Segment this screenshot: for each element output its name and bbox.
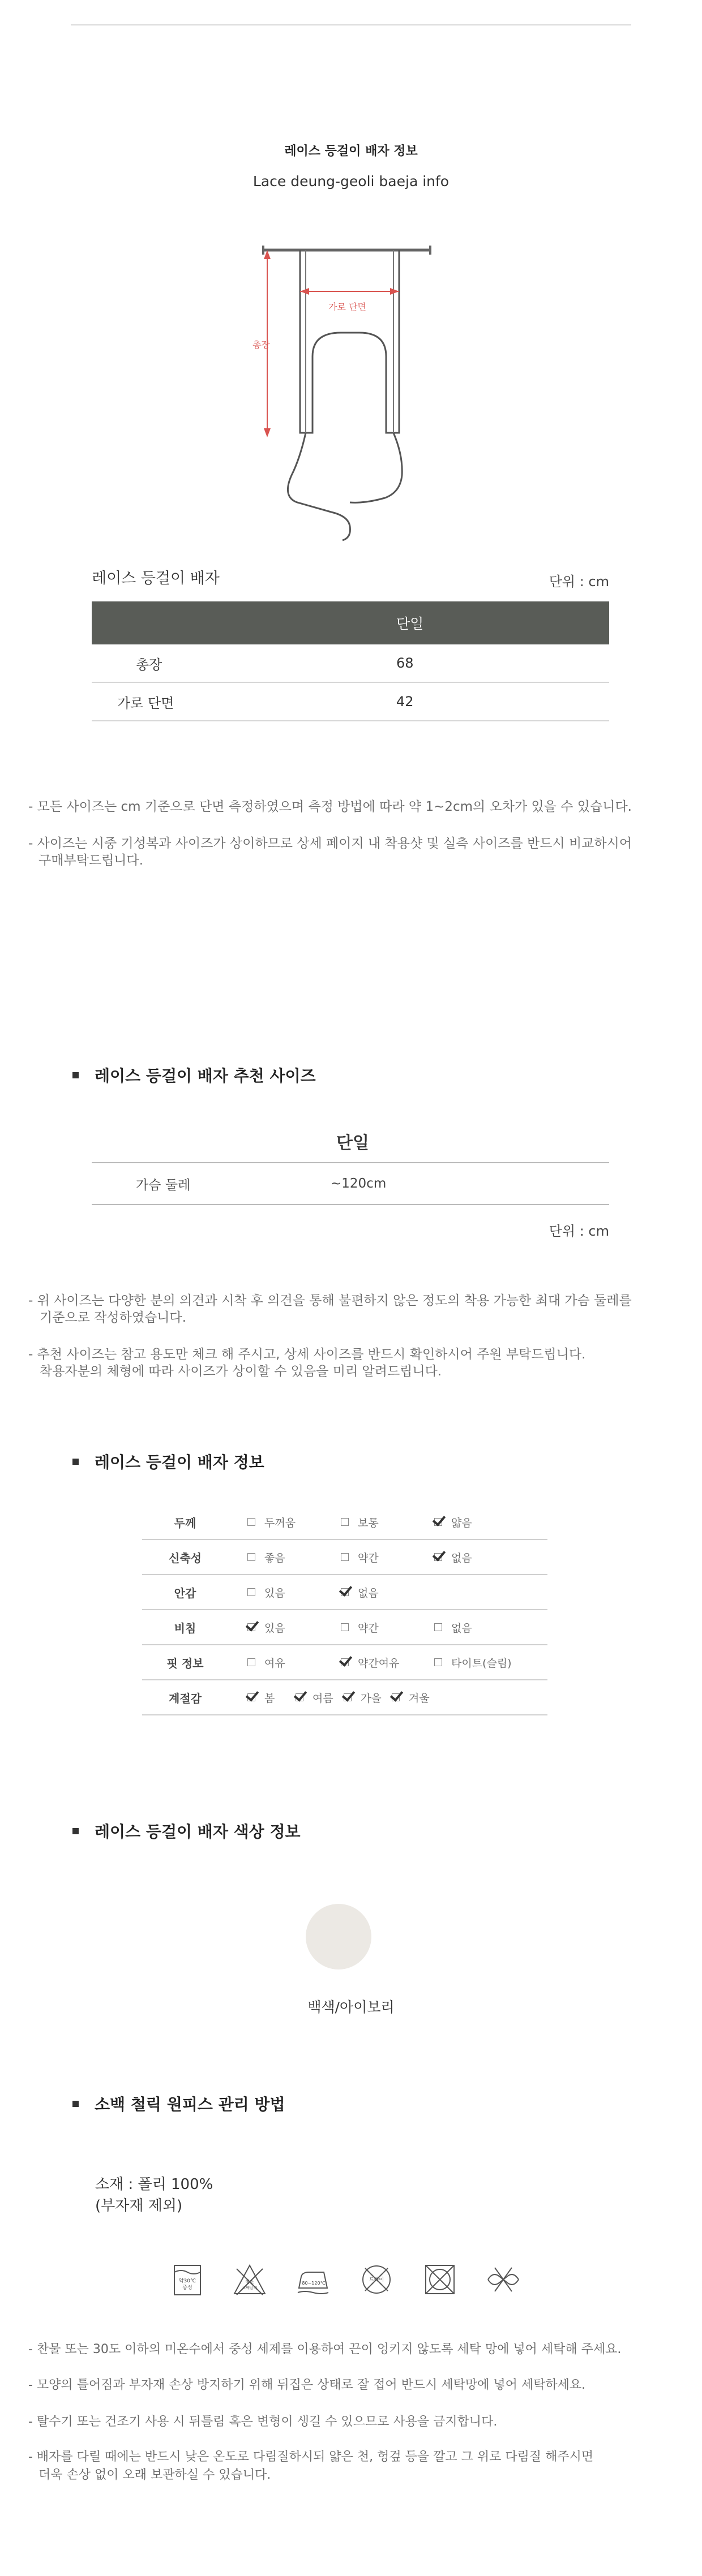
hand-wash-icon [170,2262,205,2297]
material-line: 소재 : 폴리 100% [95,2176,213,2193]
info-option [247,1550,341,1565]
recommend-heading [72,1064,316,1086]
svg-text:드라이: 드라이 [369,2277,384,2283]
info-option [296,1690,344,1705]
info-row-options [228,1610,547,1645]
unchecked-checkbox-icon [247,1658,255,1666]
care-note: 더욱 손상 없이 오래 보관하실 수 있습니다. [38,2468,271,2482]
bullet-square-icon [72,2101,79,2107]
unchecked-checkbox-icon [341,1623,349,1631]
size-row-value: 42 [280,682,609,721]
checked-checkbox-icon [247,1623,255,1631]
page-title: 레이스 등걸이 배자 정보 [284,144,418,158]
care-icons [170,2262,543,2307]
checked-checkbox-icon [434,1553,442,1561]
info-option-label: 여유 [264,1657,285,1670]
table-row [142,1539,547,1575]
bullet-square-icon [72,1072,79,1078]
info-option [341,1550,434,1565]
info-row-label: 비침 [142,1610,228,1645]
care-note: - 탈수기 또는 건조기 사용 시 뒤틀림 혹은 변형이 생길 수 있으므로 사용을 금지합니다. [28,2415,498,2429]
care-heading [72,2092,285,2115]
unchecked-checkbox-icon [247,1553,255,1561]
info-row-label: 계절감 [142,1680,228,1715]
size-table-header [92,566,609,588]
info-option-label: 약간여유 [358,1657,400,1670]
info-option-label: 여름 [313,1692,333,1705]
info-option-label: 얇음 [451,1516,472,1529]
table-row [142,1645,547,1680]
length-label: 총장 [252,339,270,350]
recommend-table [92,1120,609,1240]
no-wring-icon [486,2262,521,2297]
no-bleach-icon [232,2262,267,2297]
table-row [142,1610,547,1645]
table-row [142,1680,547,1715]
info-option-label: 약간 [358,1622,379,1635]
garment-diagram [238,238,453,554]
size-table-title: 레이스 등걸이 배자 [92,570,220,587]
bullet-square-icon [72,1828,79,1834]
info-option [247,1585,341,1600]
info-option-label: 가을 [361,1692,382,1705]
unchecked-checkbox-icon [247,1588,255,1596]
product-info-heading-text: 레이스 등걸이 배자 정보 [95,1453,264,1472]
svg-text:약30℃: 약30℃ [178,2278,196,2284]
size-row-value: 68 [280,644,609,682]
unchecked-checkbox-icon [341,1553,349,1561]
svg-text:80~120℃: 80~120℃ [302,2281,326,2286]
recommend-heading-text: 레이스 등걸이 배자 추천 사이즈 [95,1066,316,1085]
info-option-label: 두꺼움 [264,1516,296,1529]
color-info-heading [72,1820,301,1842]
size-table [92,601,609,721]
info-option [341,1515,434,1530]
color-name: 백색/아이보리 [307,1999,395,2015]
size-row-label: 총장 [92,644,280,682]
info-row-options [228,1505,547,1539]
info-option [247,1620,341,1635]
care-note: - 찬물 또는 30도 이하의 미온수에서 중성 세제를 이용하여 끈이 엉키지 않도록 세탁 망에 넣어 세탁해 주세요. [28,2342,622,2356]
checked-checkbox-icon [341,1658,349,1666]
checked-checkbox-icon [296,1693,303,1701]
info-option [392,1690,440,1705]
page-subtitle: Lace deung-geoli baeja info [252,173,450,190]
checked-checkbox-icon [247,1693,255,1701]
top-divider [71,24,631,25]
info-option [341,1655,434,1670]
info-option-label: 없음 [358,1586,379,1599]
svg-text:표백금지: 표백금지 [242,2286,258,2290]
unchecked-checkbox-icon [434,1623,442,1631]
unchecked-checkbox-icon [247,1518,255,1526]
info-option-label: 없음 [451,1622,472,1635]
info-row-options [228,1539,547,1575]
info-option [341,1585,434,1600]
info-option-label: 없음 [451,1551,472,1564]
recommend-note: - 위 사이즈는 다양한 분의 의견과 시착 후 의견을 통해 불편하지 않은 정도의 착용 가능한 최대 가슴 둘레를 [28,1293,632,1308]
color-info-heading-text: 레이스 등걸이 배자 색상 정보 [95,1822,301,1841]
info-row-options [228,1645,547,1680]
product-info-table [142,1505,547,1715]
product-info-heading [72,1450,264,1473]
color-swatch [306,1904,371,1969]
info-option [341,1620,434,1635]
unchecked-checkbox-icon [341,1518,349,1526]
info-option-label: 있음 [264,1622,285,1635]
checked-checkbox-icon [344,1693,352,1701]
info-row-label: 안감 [142,1575,228,1610]
no-tumble-dry-icon [422,2262,457,2297]
info-option-label: 약간 [358,1551,379,1564]
size-note: - 모든 사이즈는 cm 기준으로 단면 측정하였으며 측정 방법에 따라 약 1~2cm의 오차가 있을 수 있습니다. [28,799,632,814]
info-option [434,1515,528,1530]
no-dryclean-icon [359,2262,394,2297]
size-col-header: 단일 [280,601,609,644]
info-option-label: 겨울 [409,1692,430,1705]
recommend-row-value: ~120cm [331,1163,609,1205]
table-row [92,644,609,682]
size-note: 구매부탁드립니다. [38,853,144,868]
info-row-label: 신축성 [142,1539,228,1575]
info-option [344,1690,392,1705]
checked-checkbox-icon [392,1693,400,1701]
width-label: 가로 단면 [328,302,366,312]
care-note: - 배자를 다릴 때에는 반드시 낮은 온도로 다림질하시되 얇은 천, 헝겊 등을 깔고 그 위로 다림질 해주시면 [28,2450,594,2464]
recommend-note: - 추천 사이즈는 참고 용도만 체크 해 주시고, 상세 사이즈를 반드시 확인하시어 주원 부탁드립니다. [28,1347,586,1362]
info-option-label: 보통 [358,1516,379,1529]
info-option-label: 좋음 [264,1551,285,1564]
info-option [434,1620,528,1635]
iron-icon [296,2262,331,2297]
info-option [247,1690,296,1705]
info-row-label: 두께 [142,1505,228,1539]
info-option [247,1655,341,1670]
care-note: - 모양의 틀어짐과 부자재 손상 방지하기 위해 뒤집은 상태로 잘 접어 반드시 세탁망에 넣어 세탁하세요. [28,2378,586,2392]
recommend-row-label: 가슴 둘레 [92,1163,331,1205]
info-row-label: 핏 정보 [142,1645,228,1680]
recommend-note: 기준으로 작성하였습니다. [40,1310,187,1325]
info-option-label: 봄 [264,1692,275,1705]
svg-text:중성: 중성 [182,2285,192,2291]
bullet-square-icon [72,1459,79,1465]
care-heading-text: 소백 철릭 원피스 관리 방법 [95,2095,285,2114]
recommend-unit: 단위 : cm [549,1223,609,1239]
info-row-options [228,1575,547,1610]
info-option [247,1515,341,1530]
recommend-note: 착용자분의 체형에 따라 사이즈가 상이할 수 있음을 미리 알려드립니다. [40,1364,442,1379]
unchecked-checkbox-icon [434,1658,442,1666]
recommend-col-header: 단일 [331,1120,609,1163]
size-unit: 단위 : cm [549,574,609,590]
info-option-label: 타이트(슬림) [451,1657,512,1670]
table-row [142,1505,547,1539]
table-row [92,1163,609,1205]
size-note: - 사이즈는 시중 기성복과 사이즈가 상이하므로 상세 페이지 내 착용샷 및 실측 사이즈를 반드시 비교하시어 [28,836,632,851]
size-row-label: 가로 단면 [92,682,280,721]
info-option [434,1655,528,1670]
table-row [142,1575,547,1610]
info-option [434,1550,528,1565]
material-line: (부자재 제외) [95,2197,183,2214]
info-row-options [228,1680,547,1715]
checked-checkbox-icon [341,1588,349,1596]
checked-checkbox-icon [434,1518,442,1526]
table-row [92,682,609,721]
svg-text:염소: 염소 [245,2280,254,2285]
info-option-label: 있음 [264,1586,285,1599]
